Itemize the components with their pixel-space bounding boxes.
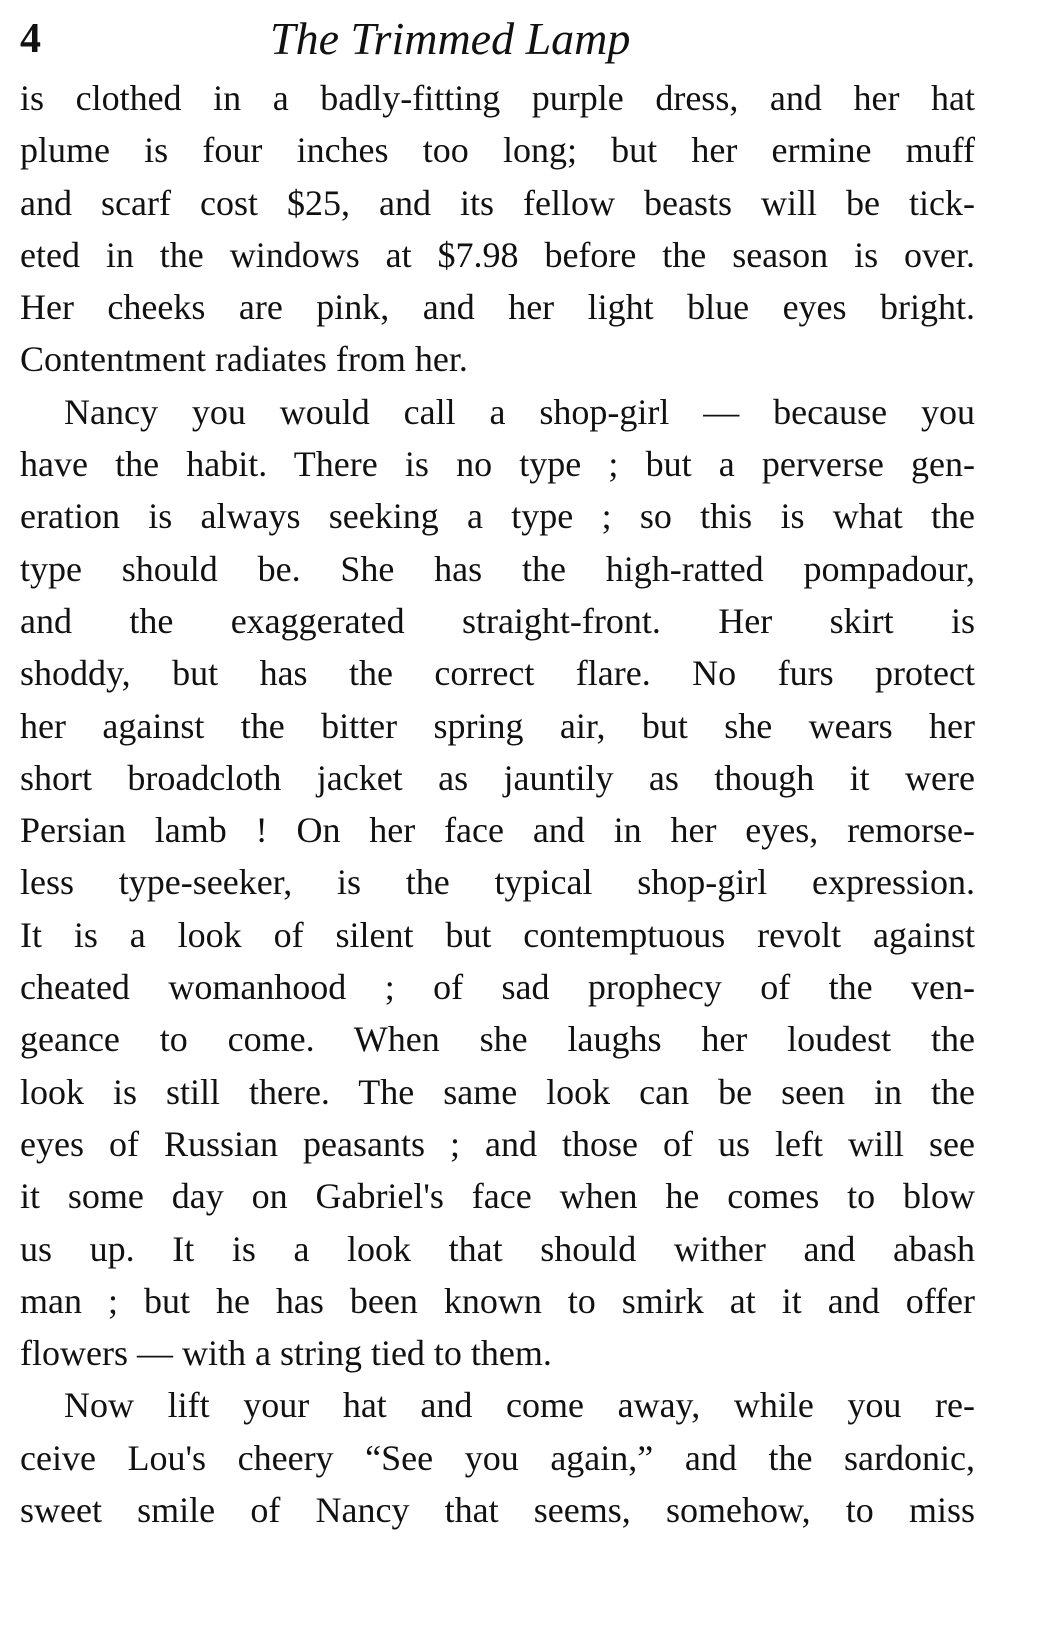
text-line: short broadcloth jacket as jauntily as though it were — [20, 757, 975, 798]
text-line: Persian lamb ! On her face and in her eyes, remorse- — [20, 810, 975, 851]
text-line: geance to come. When she laughs her loudest the — [20, 1019, 975, 1060]
text-line: Her cheeks are pink, and her light blue eyes bright. — [20, 287, 975, 328]
text-line: flowers — with a string tied to them. — [20, 1333, 552, 1374]
text-line: plume is four inches too long; but her ermine muff — [20, 130, 975, 171]
text-line: shoddy, but has the correct flare. No furs protect — [20, 653, 975, 694]
text-line: Now lift your hat and come away, while you re- — [64, 1385, 975, 1426]
running-head — [20, 10, 975, 72]
paragraph-3 — [20, 1379, 975, 1536]
text-line: eration is always seeking a type ; so this is what the — [20, 496, 975, 537]
paragraph-2 — [20, 386, 975, 1380]
text-line: look is still there. The same look can be seen in the — [20, 1071, 975, 1112]
text-line: Contentment radiates from her. — [20, 339, 468, 380]
text-line: It is a look of silent but contemptuous revolt against — [20, 914, 975, 955]
text-line: type should be. She has the high-ratted pompadour, — [20, 548, 975, 589]
text-line: have the habit. There is no type ; but a perverse gen- — [20, 444, 975, 485]
text-line: is clothed in a badly-fitting purple dress, and her hat — [20, 78, 975, 118]
running-title: The Trimmed Lamp — [270, 13, 631, 64]
paragraph-1 — [20, 72, 975, 386]
text-line: us up. It is a look that should wither and abash — [20, 1228, 975, 1269]
text-line: her against the bitter spring air, but she wears her — [20, 705, 975, 746]
text-line: it some day on Gabriel's face when he comes to blow — [20, 1176, 975, 1217]
page-number: 4 — [20, 16, 41, 62]
text-line: and the exaggerated straight-front. Her skirt is — [20, 600, 975, 641]
text-line: less type-seeker, is the typical shop-girl expression. — [20, 862, 975, 903]
text-line: sweet smile of Nancy that seems, somehow, to miss — [20, 1490, 975, 1531]
text-line: ceive Lou's cheery “See you again,” and the sardonic, — [20, 1437, 975, 1478]
text-line: man ; but he has been known to smirk at it and offer — [20, 1280, 975, 1321]
text-line: eyes of Russian peasants ; and those of us left will see — [20, 1123, 975, 1164]
text-line: Nancy you would call a shop-girl — because you — [64, 391, 975, 432]
text-line: and scarf cost $25, and its fellow beasts will be tick- — [20, 182, 975, 223]
text-line: cheated womanhood ; of sad prophecy of the ven- — [20, 967, 975, 1008]
book-page — [20, 10, 975, 1536]
text-line: eted in the windows at $7.98 before the season is over. — [20, 234, 975, 275]
